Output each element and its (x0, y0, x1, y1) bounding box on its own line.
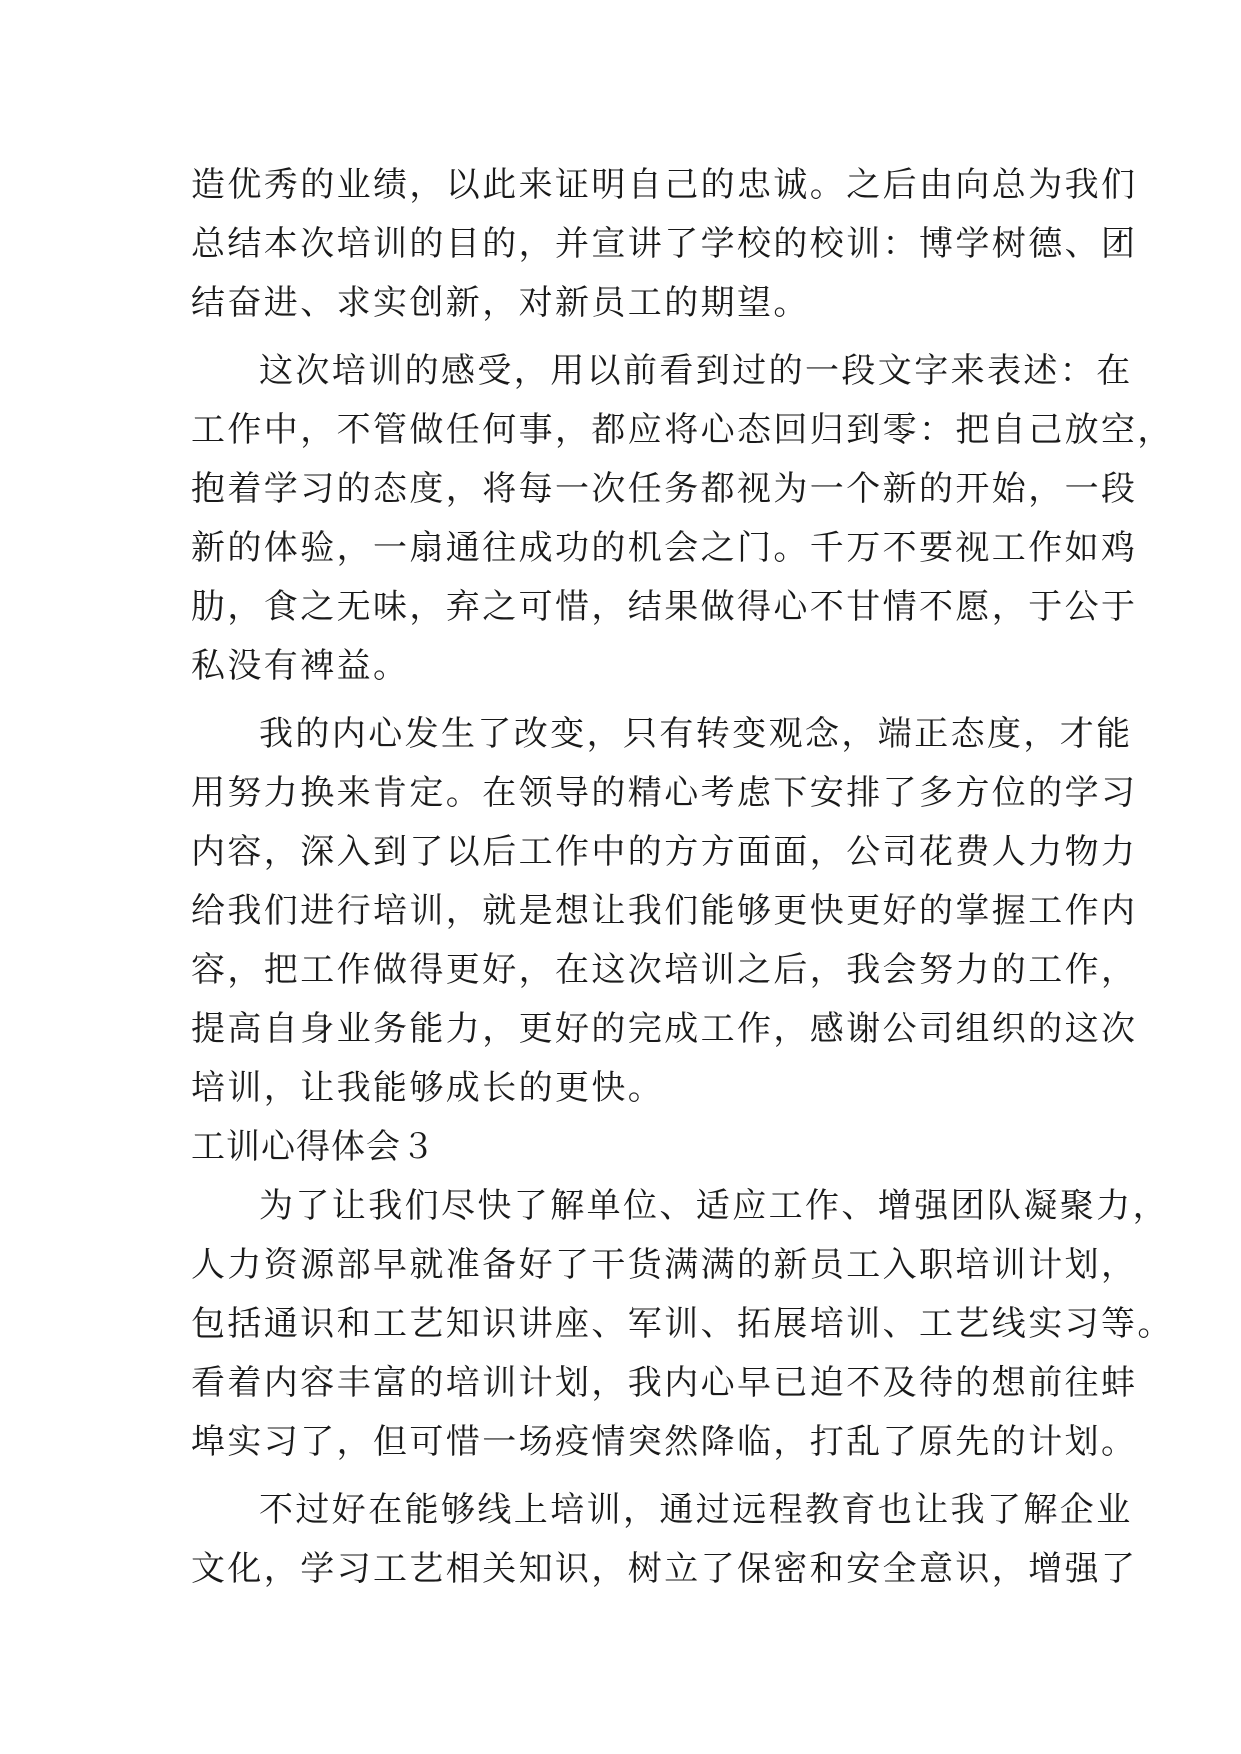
text-line: 私没有裨益。 (191, 646, 410, 686)
text-line: 培训，让我能够成长的更快。 (191, 1068, 665, 1108)
text-line: 这次培训的感受，用以前看到过的一段文字来表述：在 (259, 351, 1133, 391)
paragraph (191, 1481, 1138, 1599)
text-line: 用努力换来肯定。在领导的精心考虑下安排了多方位的学习 (191, 773, 1138, 813)
paragraph (191, 342, 1174, 696)
paragraph (191, 156, 1138, 333)
text-line: 给我们进行培训，就是想让我们能够更快更好的掌握工作内 (191, 891, 1138, 931)
text-line: 肋，食之无味，弃之可惜，结果做得心不甘情不愿，于公于 (191, 587, 1138, 627)
paragraph (191, 705, 1138, 1118)
text-line: 容，把工作做得更好，在这次培训之后，我会努力的工作， (191, 950, 1138, 990)
text-line: 结奋进、求实创新，对新员工的期望。 (191, 283, 810, 323)
text-line: 包括通识和工艺知识讲座、军训、拓展培训、工艺线实习等。 (191, 1304, 1174, 1344)
paragraph (191, 1177, 1174, 1472)
text-line: 内容，深入到了以后工作中的方方面面，公司花费人力物力 (191, 832, 1138, 872)
section-heading: 工训心得体会３ (191, 1127, 436, 1167)
text-line: 造优秀的业绩，以此来证明自己的忠诚。之后由向总为我们 (191, 165, 1138, 205)
text-line: 人力资源部早就准备好了干货满满的新员工入职培训计划， (191, 1245, 1138, 1285)
document-body (191, 156, 1174, 1599)
text-line: 看着内容丰富的培训计划，我内心早已迫不及待的想前往蚌 (191, 1363, 1138, 1403)
text-line: 我的内心发生了改变，只有转变观念，端正态度，才能 (259, 714, 1133, 754)
text-line: 不过好在能够线上培训，通过远程教育也让我了解企业 (259, 1490, 1133, 1530)
text-line: 埠实习了，但可惜一场疫情突然降临，打乱了原先的计划。 (191, 1422, 1138, 1462)
text-line: 总结本次培训的目的，并宣讲了学校的校训：博学树德、团 (191, 224, 1138, 264)
text-line: 提高自身业务能力，更好的完成工作，感谢公司组织的这次 (191, 1009, 1138, 1049)
text-line: 文化，学习工艺相关知识，树立了保密和安全意识，增强了 (191, 1549, 1138, 1589)
text-line: 工作中，不管做任何事，都应将心态回归到零：把自己放空， (191, 410, 1174, 450)
text-line: 新的体验，一扇通往成功的机会之门。千万不要视工作如鸡 (191, 528, 1138, 568)
text-line: 抱着学习的态度，将每一次任务都视为一个新的开始，一段 (191, 469, 1138, 509)
text-line: 为了让我们尽快了解单位、适应工作、增强团队凝聚力， (259, 1186, 1169, 1226)
